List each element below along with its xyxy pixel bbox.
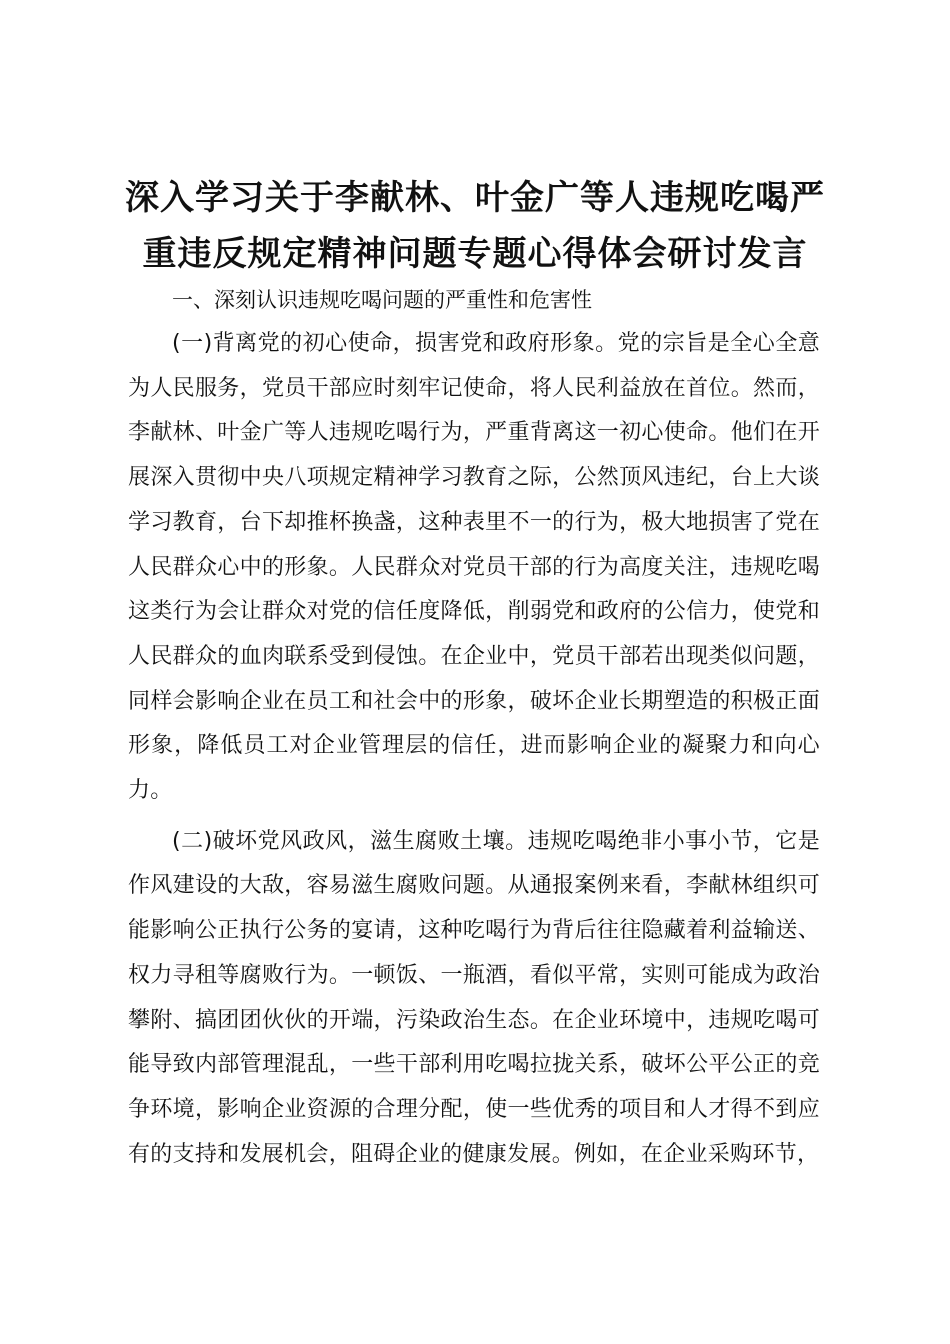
- title-line-1: 深入学习关于李献林、叶金广等人违规吃喝严: [125, 178, 825, 218]
- section-heading: 一、深刻认识违规吃喝问题的严重性和危害性: [172, 288, 592, 312]
- document-body: [128, 278, 820, 1177]
- title-line-2: 重违反规定精神问题专题心得体会研讨发言: [142, 234, 808, 274]
- paragraph-2: (二)破坏党风政风，滋生腐败土壤。违规吃喝绝非小事小节，它是作风建设的大敌，容易滋生腐败问题。从通报案例来看，李献林组织可能影响公正执行公务的宴请，这种吃喝行为背后往往隐藏着利益输送、权力寻租等腐败行为。一顿饭、一瓶酒，看似平常，实则可能成为政治攀附、搞团团伙伙的开端，污染政治生态。在企业环境中，违规吃喝可能导致内部管理混乱，一些干部利用吃喝拉拢关系，破坏公平公正的竞争环境，影响企业资源的合理分配，使一些优秀的项目和人才得不到应有的支持和发展机会，阻碍企业的健康发展。例如，在企业采购环节，: [128, 828, 820, 1167]
- document-title: [110, 170, 840, 282]
- paragraph-1: (一)背离党的初心使命，损害党和政府形象。党的宗旨是全心全意为人民服务，党员干部应时刻牢记使命，将人民利益放在首位。然而，李献林、叶金广等人违规吃喝行为，严重背离这一初心使命。他们在开展深入贯彻中央八项规定精神学习教育之际，公然顶风违纪，台上大谈学习教育，台下却推杯换盏，这种表里不一的行为，极大地损害了党在人民群众心中的形象。人民群众对党员干部的行为高度关注，违规吃喝这类行为会让群众对党的信任度降低，削弱党和政府的公信力，使党和人民群众的血肉联系受到侵蚀。在企业中，党员干部若出现类似问题，同样会影响企业在员工和社会中的形象，破坏企业长期塑造的积极正面形象，降低员工对企业管理层的信任，进而影响企业的凝聚力和向心力。: [128, 331, 820, 804]
